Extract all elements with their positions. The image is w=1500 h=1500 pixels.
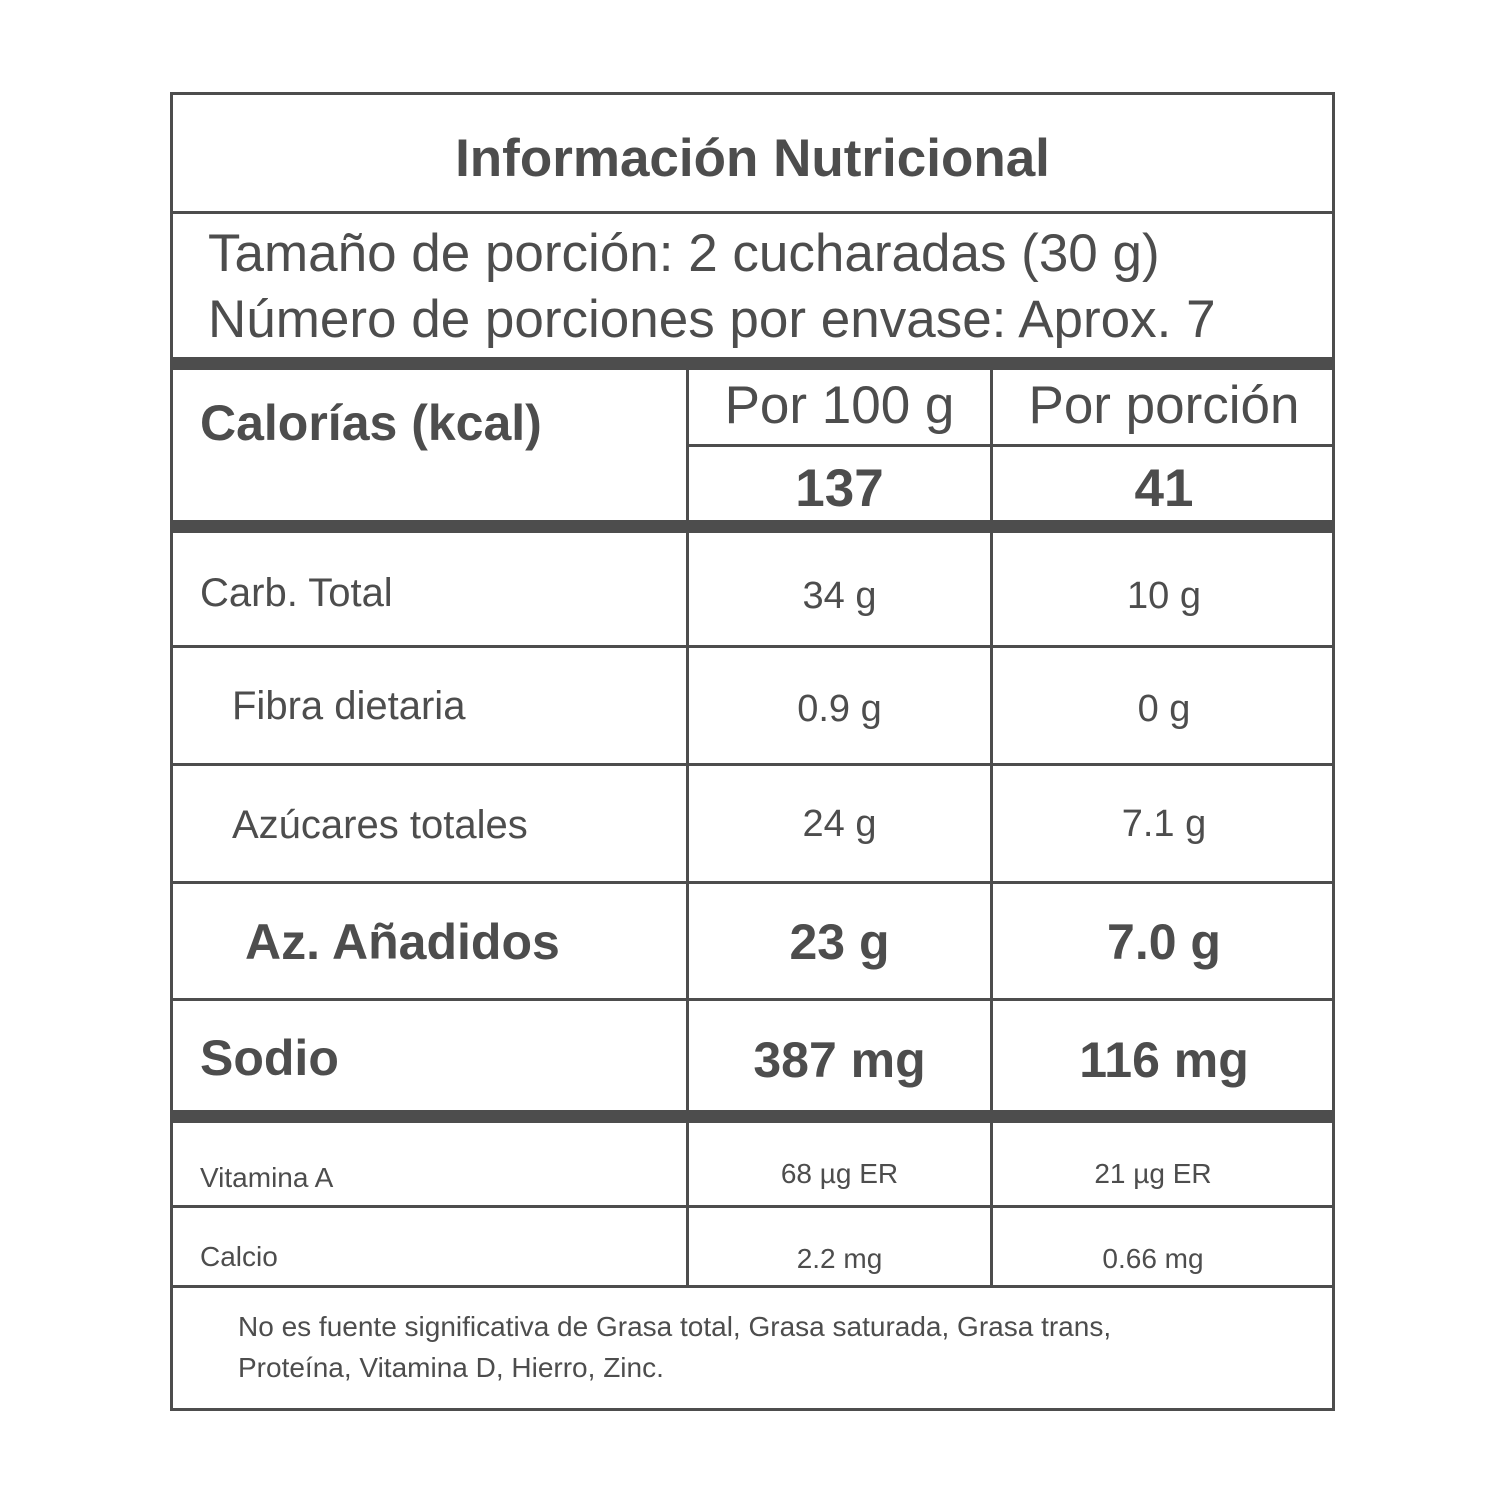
divider-row <box>170 998 1335 1001</box>
divider-thick-calories <box>170 520 1335 533</box>
nutrient-value-per-100g: 2.2 mg <box>796 1243 883 1274</box>
divider-footnote <box>170 1285 1335 1288</box>
nutrient-label-vitamin-a: Vitamina A <box>200 1162 334 1193</box>
nutrient-value-per-serving: 116 mg <box>1079 1032 1249 1088</box>
nutrient-value-per-serving: 0 g <box>1137 688 1191 730</box>
serving-size: Tamaño de porción: 2 cucharadas (30 g) <box>208 224 1160 283</box>
servings-per-container: Número de porciones por envase: Aprox. 7 <box>208 290 1216 349</box>
panel-title: Información Nutricional <box>455 129 1050 188</box>
nutrient-label-sodium: Sodio <box>200 1030 339 1086</box>
nutrient-value-per-100g: 24 g <box>802 803 877 845</box>
nutrient-value-per-100g: 387 mg <box>753 1032 926 1088</box>
nutrient-label-total-sugars: Azúcares totales <box>232 803 528 847</box>
nutrient-value-per-100g: 34 g <box>802 575 877 617</box>
divider-row <box>170 763 1335 766</box>
calories-label: Calorías (kcal) <box>200 395 542 451</box>
nutrient-value-per-serving: 7.0 g <box>1107 914 1221 970</box>
column-header-per-serving: Por porción <box>1028 376 1300 435</box>
divider-row <box>170 645 1335 648</box>
nutrition-facts-panel <box>170 92 1335 1411</box>
nutrient-value-per-serving: 7.1 g <box>1121 803 1207 845</box>
nutrient-value-per-serving: 0.66 mg <box>1102 1243 1204 1274</box>
divider-row <box>170 881 1335 884</box>
nutrient-label-calcium: Calcio <box>200 1241 278 1272</box>
divider-title <box>170 211 1335 214</box>
nutrient-value-per-100g: 0.9 g <box>797 688 882 730</box>
nutrient-value-per-100g: 68 µg ER <box>780 1158 899 1189</box>
divider-row <box>170 1205 1335 1208</box>
footnote-line: Proteína, Vitamina D, Hierro, Zinc. <box>238 1352 664 1383</box>
nutrient-value-per-serving: 10 g <box>1127 575 1201 617</box>
nutrient-label-fiber: Fibra dietaria <box>232 684 466 728</box>
nutrient-value-per-100g: 23 g <box>789 914 890 970</box>
nutrient-value-per-serving: 21 µg ER <box>1094 1158 1212 1189</box>
calories-per-100g: 137 <box>795 459 884 518</box>
column-header-per-100g: Por 100 g <box>724 376 955 435</box>
divider-thick-sodium <box>170 1110 1335 1123</box>
divider-column-headers <box>686 444 1335 447</box>
nutrient-label-added-sugars: Az. Añadidos <box>245 914 560 970</box>
nutrient-label-carb-total: Carb. Total <box>200 571 393 615</box>
divider-thick-serving <box>170 357 1335 370</box>
calories-per-serving: 41 <box>1134 459 1194 518</box>
footnote-line: No es fuente significativa de Grasa total, Grasa saturada, Grasa trans, <box>238 1311 1112 1342</box>
